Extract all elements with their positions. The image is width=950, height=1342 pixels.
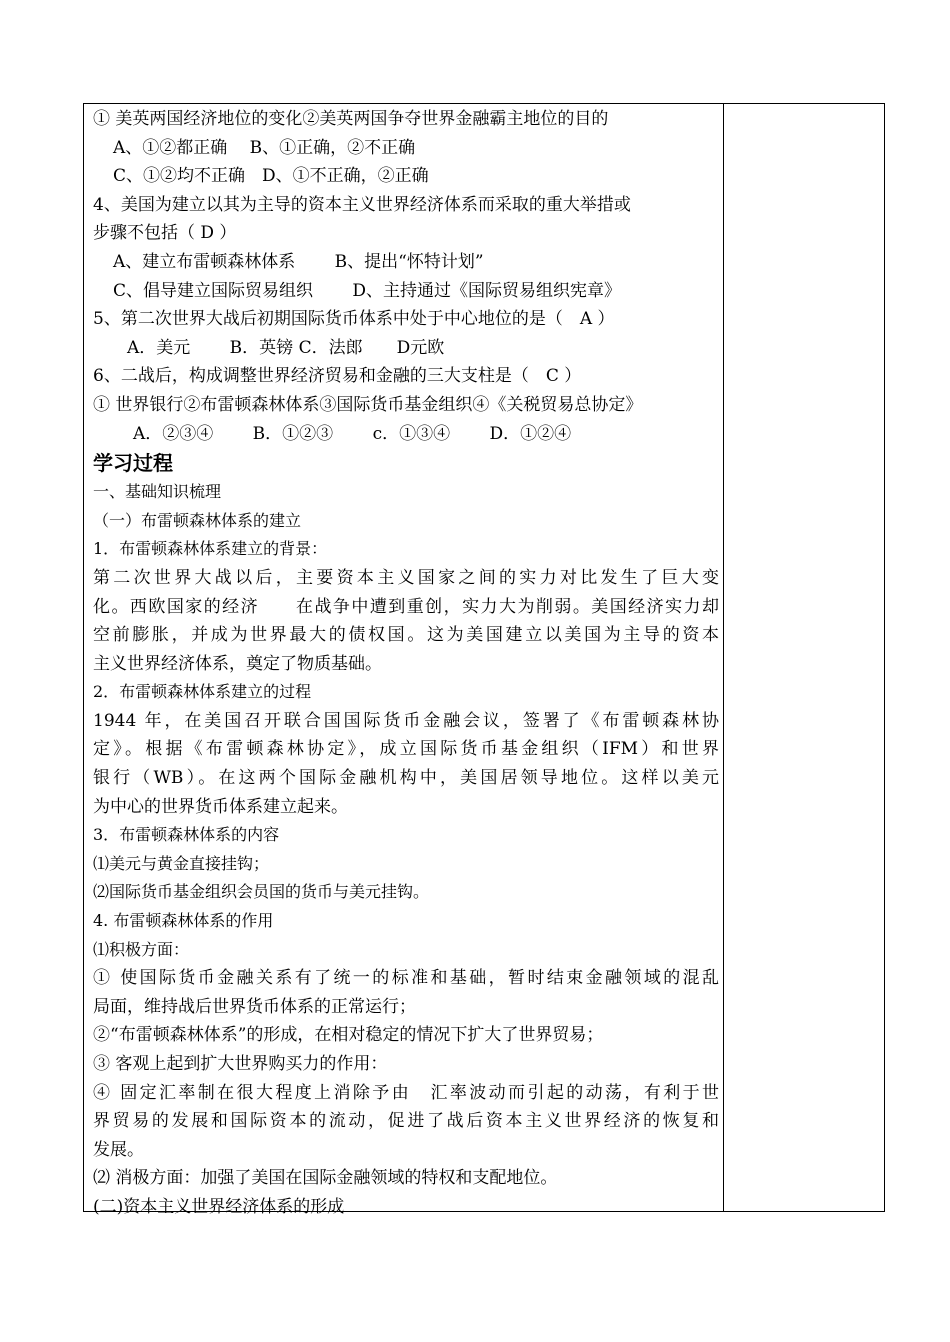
point-2-text: 定》。根据《布雷顿森林协定》，成立国际货币基金组织（IFM）和世界 bbox=[93, 739, 719, 760]
q6-options: A．②③④ B．①②③ c．①③④ D．①②④ bbox=[133, 423, 572, 444]
notes-cell bbox=[724, 104, 884, 1211]
subsection-title-2: (二)资本主义世界经济体系的形成 bbox=[93, 1196, 345, 1217]
section-heading: 学习过程 bbox=[93, 451, 173, 476]
q6-statements: ① 世界银行②布雷顿森林体系③国际货币基金组织④《关税贸易总协定》 bbox=[93, 394, 643, 415]
point-1-text: 化。西欧国家的经济 在战争中遭到重创，实力大为削弱。美国经济实力却 bbox=[93, 596, 719, 617]
point-1-text: 主义世界经济体系，奠定了物质基础。 bbox=[93, 653, 382, 674]
section-title-1: 一、基础知识梳理 bbox=[93, 482, 222, 502]
main-content-cell bbox=[84, 104, 724, 1217]
lesson-table bbox=[83, 103, 885, 1217]
point-1-title: 1．布雷顿森林体系建立的背景： bbox=[93, 539, 328, 559]
q4-options-cd: C、倡导建立国际贸易组织 D、主持通过《国际贸易组织宪章》 bbox=[113, 280, 622, 301]
point-2-text: 银行（WB）。在这两个国际金融机构中，美国居领导地位。这样以美元 bbox=[93, 768, 719, 789]
point-3-item: ⑴美元与黄金直接挂钩； bbox=[93, 853, 270, 873]
q3-statements: ① 美英两国经济地位的变化②美英两国争夺世界金融霸主地位的目的 bbox=[93, 109, 609, 129]
point-4-title: 4. 布雷顿森林体系的作用 bbox=[93, 911, 274, 931]
q6-stem: 6、二战后，构成调整世界经济贸易和金融的三大支柱是（ C ） bbox=[93, 366, 582, 387]
point-2-text: 为中心的世界货币体系建立起来。 bbox=[93, 796, 348, 817]
point-3-item: ⑵国际货币基金组织会员国的货币与美元挂钩。 bbox=[93, 882, 430, 902]
q4-options-ab: A、建立布雷顿森林体系 B、提出“怀特计划” bbox=[113, 251, 484, 272]
point-4-negative: ⑵ 消极方面：加强了美国在国际金融领域的特权和支配地位。 bbox=[93, 1168, 558, 1189]
point-2-title: 2．布雷顿森林体系建立的过程 bbox=[93, 682, 312, 702]
q5-options: A．美元 B．英镑 C．法郎 D元欧 bbox=[127, 337, 445, 358]
point-1-text: 空前膨胀，并成为世界最大的债权国。这为美国建立以美国为主导的资本 bbox=[93, 625, 719, 646]
main-content bbox=[93, 105, 719, 1222]
point-4-item: ②“布雷顿森林体系”的形成，在相对稳定的情况下扩大了世界贸易； bbox=[93, 1025, 604, 1046]
q3-options-cd: C、①②均不正确 D、①不正确，②正确 bbox=[113, 166, 429, 187]
q3-options-ab: A、①②都正确 B、①正确，②不正确 bbox=[113, 137, 416, 158]
point-4-item: 发展。 bbox=[93, 1139, 144, 1160]
q5-stem: 5、第二次世界大战后初期国际货币体系中处于中心地位的是（ A ） bbox=[93, 309, 615, 330]
point-4-item: ④ 固定汇率制在很大程度上消除予由 汇率波动而引起的动荡，有利于世 bbox=[93, 1082, 719, 1103]
point-4-positive-label: ⑴积极方面： bbox=[93, 939, 190, 959]
point-3-title: 3．布雷顿森林体系的内容 bbox=[93, 825, 280, 845]
point-4-item: ① 使国际货币金融关系有了统一的标准和基础，暂时结束金融领域的混乱 bbox=[93, 968, 719, 989]
point-4-item: 界贸易的发展和国际资本的流动，促进了战后资本主义世界经济的恢复和 bbox=[93, 1111, 719, 1132]
point-2-text: 1944 年，在美国召开联合国国际货币金融会议，签署了《布雷顿森林协 bbox=[93, 710, 719, 731]
point-4-item: 局面，维持战后世界货币体系的正常运行； bbox=[93, 996, 416, 1017]
point-4-item: ③ 客观上起到扩大世界购买力的作用： bbox=[93, 1054, 388, 1074]
point-1-text: 第二次世界大战以后，主要资本主义国家之间的实力对比发生了巨大变 bbox=[93, 567, 719, 588]
subsection-title-1: （一）布雷顿森林体系的建立 bbox=[93, 510, 302, 530]
q4-stem-line-2: 步骤不包括（ D ） bbox=[93, 223, 237, 244]
q4-stem-line-1: 4、美国为建立以其为主导的资本主义世界经济体系而采取的重大举措或 bbox=[93, 194, 631, 215]
